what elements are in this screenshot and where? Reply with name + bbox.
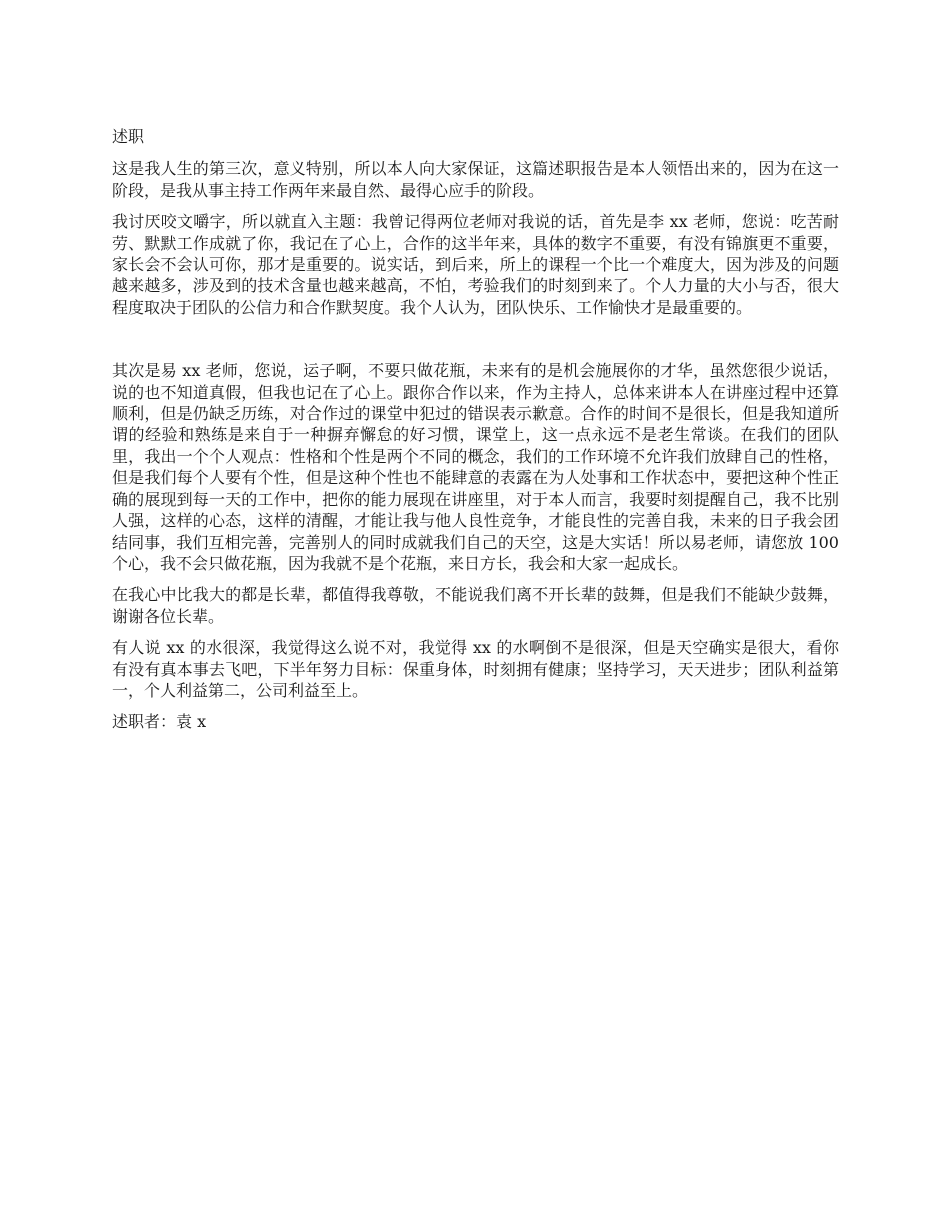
paragraph-goals: 有人说 xx 的水很深，我觉得这么说不对，我觉得 xx 的水啊倒不是很深，但是天空确实是很大，看你有没有真本事去飞吧，下半年努力目标：保重身体，时刻拥有健康；坚持学习，天天进步；团队利益第一，个人利益第二，公司利益至上。: [112, 638, 839, 700]
paragraph-elders: 在我心中比我大的都是长辈，都值得我尊敬，不能说我们离不开长辈的鼓舞，但是我们不能缺少鼓舞，谢谢各位长辈。: [112, 585, 839, 626]
document-title: 述职: [112, 127, 145, 146]
paragraph-teacher-li: 我讨厌咬文嚼字，所以就直入主题：我曾记得两位老师对我说的话，首先是李 xx 老师，您说：吃苦耐劳、默默工作成就了你，我记在了心上，合作的这半年来，具体的数字不重要，有没有锦旗更不重要，家长会不会认可你，那才是重要的。说实话，到后来，所上的课程一个比一个难度大，因为涉及的问题越来越多，涉及到的技术含量也越来越高，不怕，考验我们的时刻到来了。个人力量的大小与否，很大程度取决于团队的公信力和合作默契度。我个人认为，团队快乐、工作愉快才是最重要的。: [112, 212, 839, 317]
paragraph-teacher-yi: 其次是易 xx 老师，您说，运子啊，不要只做花瓶，未来有的是机会施展你的才华，虽然您很少说话，说的也不知道真假，但我也记在了心上。跟你合作以来，作为主持人，总体来讲本人在讲座过程中还算顺利，但是仍缺乏历练，对合作过的课堂中犯过的错误表示歉意。合作的时间不是很长，但是我知道所谓的经验和熟练是来自于一种摒弃懈怠的好习惯，课堂上，这一点永远不是老生常谈。在我们的团队里，我出一个个人观点：性格和个性是两个不同的概念，我们的工作环境不允许我们放肆自己的性格，但是我们每个人要有个性，但是这种个性也不能肆意的表露在为人处事和工作状态中，要把这种个性正确的展现到每一天的工作中，把你的能力展现在讲座里，对于本人而言，我要时刻提醒自己，我不比别人强，这样的心态，这样的清醒，才能让我与他人良性竞争，才能良性的完善自我，未来的日子我会团结同事，我们互相完善，完善别人的同时成就我们自己的天空，这是大实话！所以易老师，请您放 100 个心，我不会只做花瓶，因为我就不是个花瓶，来日方长，我会和大家一起成长。: [112, 361, 839, 573]
document-page: [112, 126, 839, 743]
document-signature: 述职者：袁 x: [112, 712, 207, 732]
paragraph-intro: 这是我人生的第三次，意义特别，所以本人向大家保证，这篇述职报告是本人领悟出来的，因为在这一阶段，是我从事主持工作两年来最自然、最得心应手的阶段。: [112, 159, 839, 200]
